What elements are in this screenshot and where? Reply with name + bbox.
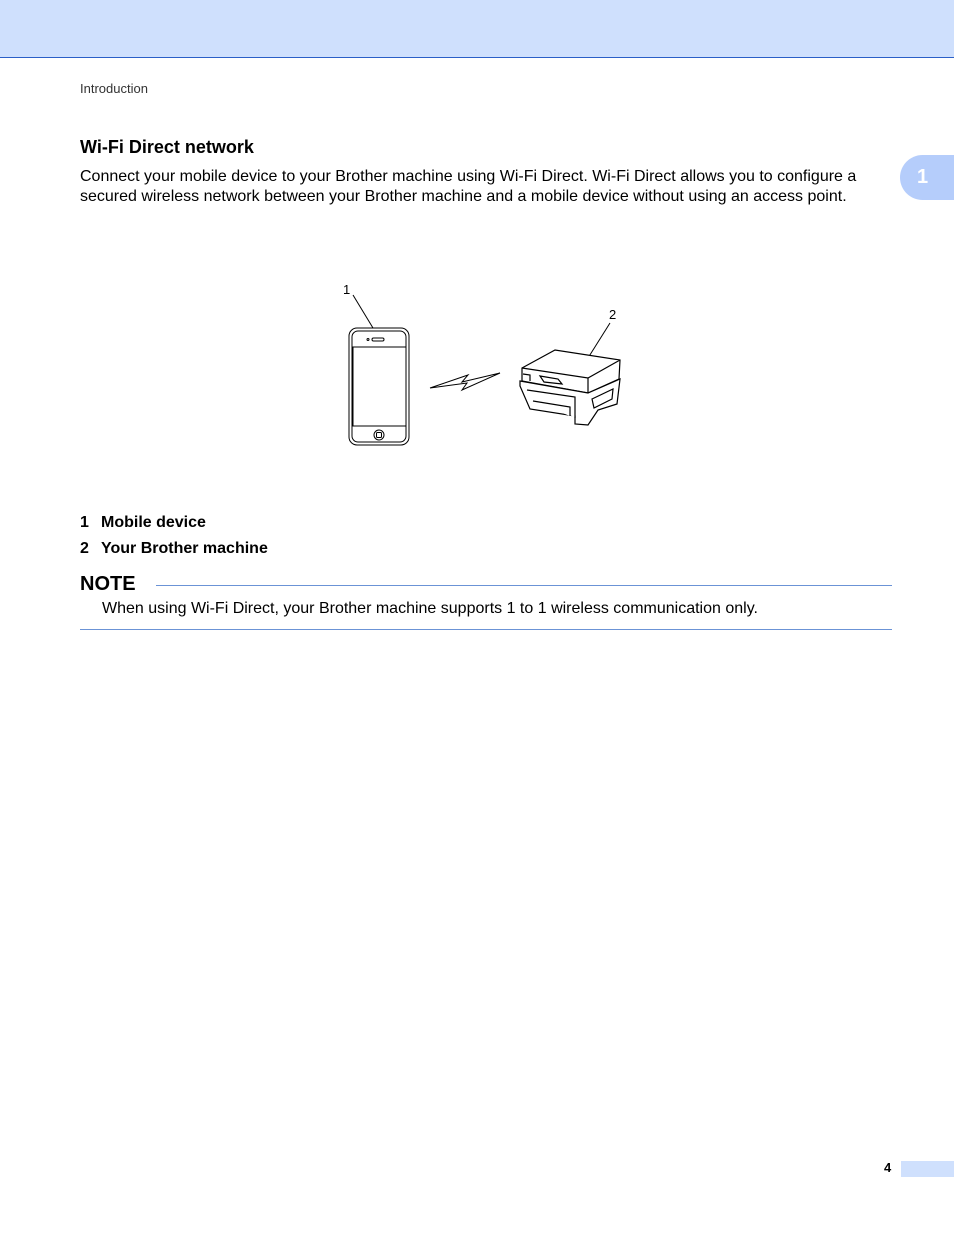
- note-top-divider: [156, 585, 892, 586]
- chapter-number: 1: [917, 166, 929, 188]
- intro-paragraph: Connect your mobile device to your Brother machine using Wi-Fi Direct. Wi-Fi Direct allows you to configure a secured wireless network between your Brother machine and a mobile device without using an access point.: [80, 168, 857, 205]
- legend-number: 1: [80, 514, 89, 531]
- callout-1-leader: [353, 295, 373, 328]
- page-number: 4: [884, 1160, 892, 1175]
- callout-1-label: 1: [343, 282, 351, 297]
- mobile-device-icon: [349, 328, 409, 445]
- note-heading: NOTE: [80, 573, 136, 595]
- wifi-direct-illustration: [330, 278, 630, 453]
- note-text: When using Wi-Fi Direct, your Brother machine supports 1 to 1 wireless communication only.: [102, 600, 758, 617]
- callout-2-label: 2: [609, 307, 617, 322]
- legend-number: 2: [80, 540, 89, 557]
- printer-icon: [520, 350, 620, 425]
- breadcrumb: Introduction: [80, 81, 148, 96]
- legend-label: Your Brother machine: [101, 540, 268, 557]
- page-tab: [901, 1161, 954, 1177]
- callout-2-leader: [588, 323, 610, 358]
- legend-item-1: [80, 514, 206, 532]
- legend-item-2: [80, 540, 268, 558]
- header-band: [0, 0, 954, 58]
- note-bottom-divider: [80, 629, 892, 630]
- section-title: Wi-Fi Direct network: [80, 137, 254, 157]
- chapter-tab: [900, 155, 954, 200]
- legend-label: Mobile device: [101, 514, 206, 531]
- wireless-signal-icon: [430, 373, 500, 390]
